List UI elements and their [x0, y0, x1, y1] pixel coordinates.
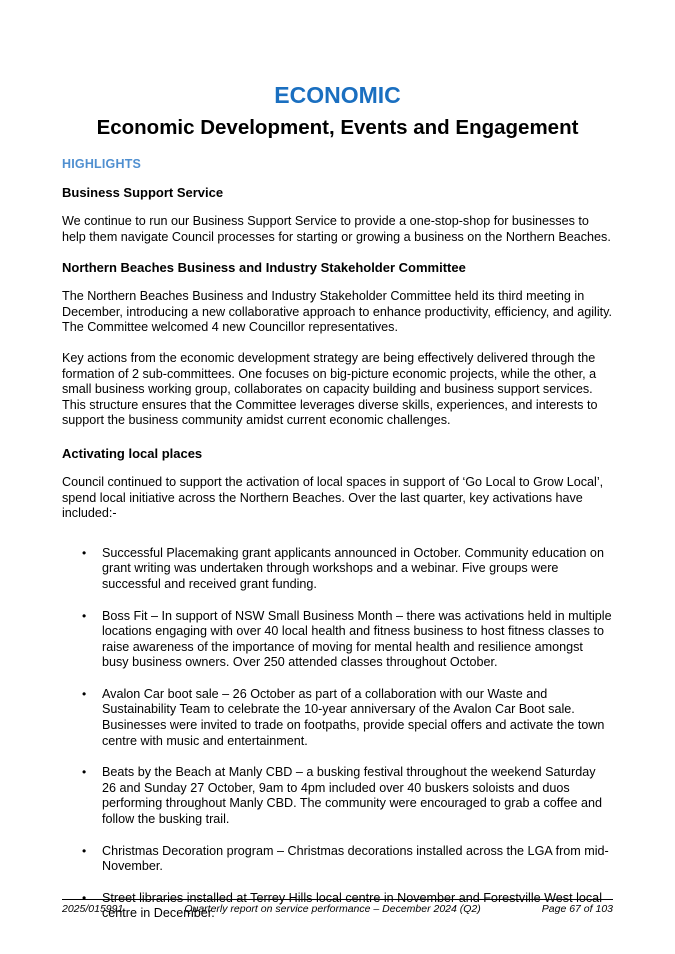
bullet-icon: •	[82, 608, 87, 623]
section-heading: Northern Beaches Business and Industry Stakeholder Committee	[62, 260, 466, 276]
page-number: Page 67 of 103	[541, 903, 613, 915]
report-title: Quarterly report on service performance – December 2024 (Q2)	[184, 903, 481, 915]
document-number: 2025/015991	[62, 903, 124, 915]
bullet-icon: •	[82, 686, 87, 701]
page-footer	[62, 899, 613, 915]
list-item	[62, 687, 613, 749]
list-item	[62, 844, 613, 875]
list-item	[62, 765, 613, 827]
list-item-text: Christmas Decoration program – Christmas decorations installed across the LGA from mid-November.	[102, 843, 609, 874]
list-item	[62, 609, 613, 671]
list-item	[62, 546, 613, 593]
bullet-icon: •	[82, 843, 87, 858]
section-heading: Business Support Service	[62, 185, 224, 200]
section-label: HIGHLIGHTS	[62, 157, 142, 171]
bullet-icon: •	[82, 890, 87, 905]
list-item-text: Beats by the Beach at Manly CBD – a busking festival throughout the weekend Saturday 26 and Sunday 27 October, 9am to 4pm included over 40 buskers soloists and duos performing throughout Manly CBD. The community were encouraged to grab a coffee and follow the busking trail.	[102, 765, 603, 827]
content-flow	[62, 185, 613, 938]
page-title: ECONOMIC	[274, 82, 401, 108]
paragraph: The Northern Beaches Business and Industry Stakeholder Committee held its third meeting in December, introducing a new collaborative approach to enhance productivity, efficiency, and agility. The Committee welcomed 4 new Councillor representatives.	[62, 289, 613, 335]
list-item-text: Avalon Car boot sale – 26 October as part of a collaboration with our Waste and Sustainability Team to celebrate the 10-year anniversary of the Avalon Car Boot sale. Businesses were invited to trade on footpaths, provide special offers and activate the town centre with music and entertainment.	[102, 686, 605, 748]
paragraph: We continue to run our Business Support Service to provide a one-stop-shop for businesses to help them navigate Council processes for starting or growing a business on the Northern Beaches.	[62, 214, 611, 244]
activation-list	[62, 546, 613, 922]
list-item-text: Boss Fit – In support of NSW Small Business Month – there was activations held in multiple locations engaging with over 40 local health and fitness business to host fitness classes to raise awareness of the importance of moving for mental health and resilience amongst busy business owners. Over 250 attended classes throughout October.	[102, 608, 612, 670]
page-subtitle: Economic Development, Events and Engagement	[96, 116, 579, 139]
list-item-text: Successful Placemaking grant applicants announced in October. Community education on grant writing was undertaken through workshops and a webinar. Five groups were successful and received grant funding.	[102, 545, 604, 591]
bullet-icon: •	[82, 765, 87, 780]
list-item-text: Street libraries installed at Terrey Hills local centre in November and Forestville West local centre in December.	[102, 890, 602, 921]
paragraph: Council continued to support the activation of local spaces in support of ‘Go Local to Grow Local’, spend local initiative across the Northern Beaches. Over the last quarter, key activations have included:-	[62, 474, 604, 521]
paragraph: Key actions from the economic development strategy are being effectively delivered through the formation of 2 sub-committees. One focuses on big-picture economic projects, while the other, a small business working group, collaborates on capacity building and business support services. This structure ensures that the Committee leverages diverse skills, experiences, and interests to support the business community amidst current economic challenges.	[62, 350, 598, 428]
bullet-icon: •	[82, 545, 87, 560]
section-heading: Activating local places	[62, 445, 203, 461]
